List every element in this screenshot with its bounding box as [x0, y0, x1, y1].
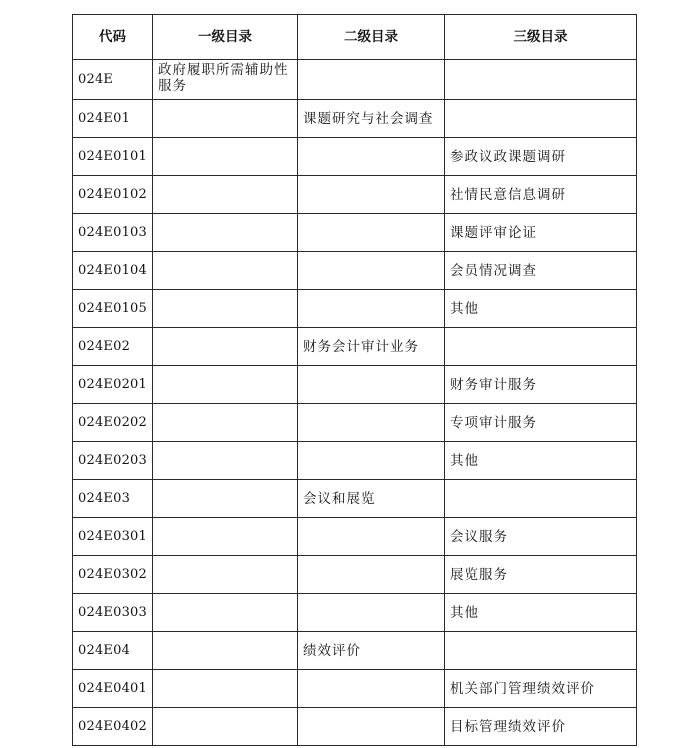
- cell-level2: 课题研究与社会调查: [298, 100, 445, 138]
- cell-level3: 财务审计服务: [445, 366, 637, 404]
- header-level1: 一级目录: [153, 15, 298, 60]
- cell-level3: 机关部门管理绩效评价: [445, 670, 637, 708]
- cell-code: 024E0302: [73, 556, 153, 594]
- cell-level1: [153, 366, 298, 404]
- cell-level3: [445, 632, 637, 670]
- cell-level1: [153, 594, 298, 632]
- table-row: [73, 138, 637, 176]
- cell-level3: [445, 480, 637, 518]
- cell-code: 024E0203: [73, 442, 153, 480]
- cell-level1: [153, 252, 298, 290]
- cell-level1: [153, 708, 298, 746]
- table-row: [73, 556, 637, 594]
- table-row: [73, 252, 637, 290]
- cell-code: 024E0103: [73, 214, 153, 252]
- cell-code: 024E0202: [73, 404, 153, 442]
- cell-level2: [298, 442, 445, 480]
- header-code: 代码: [73, 15, 153, 60]
- cell-level3: 目标管理绩效评价: [445, 708, 637, 746]
- cell-level2: [298, 214, 445, 252]
- cell-code: 024E02: [73, 328, 153, 366]
- cell-code: 024E0101: [73, 138, 153, 176]
- cell-code: 024E0104: [73, 252, 153, 290]
- header-row: [73, 15, 637, 60]
- cell-level2: [298, 670, 445, 708]
- cell-code: 024E0201: [73, 366, 153, 404]
- table-row: [73, 100, 637, 138]
- cell-level2: [298, 518, 445, 556]
- cell-level2: [298, 60, 445, 100]
- cell-level3: 其他: [445, 442, 637, 480]
- cell-level1: 政府履职所需辅助性服务: [153, 60, 298, 100]
- cell-level1: [153, 518, 298, 556]
- cell-level3: 课题评审论证: [445, 214, 637, 252]
- cell-level1: [153, 556, 298, 594]
- cell-level3: 专项审计服务: [445, 404, 637, 442]
- cell-code: 024E03: [73, 480, 153, 518]
- cell-level3: 其他: [445, 290, 637, 328]
- cell-level3: [445, 328, 637, 366]
- table-row: [73, 480, 637, 518]
- table-row: [73, 670, 637, 708]
- cell-level2: [298, 404, 445, 442]
- cell-level3: 参政议政课题调研: [445, 138, 637, 176]
- header-level2: 二级目录: [298, 15, 445, 60]
- cell-level3: 展览服务: [445, 556, 637, 594]
- cell-level2: [298, 138, 445, 176]
- cell-level1: [153, 328, 298, 366]
- table-row: [73, 328, 637, 366]
- cell-level1: [153, 290, 298, 328]
- cell-level1: [153, 176, 298, 214]
- cell-code: 024E: [73, 60, 153, 100]
- cell-level2: [298, 366, 445, 404]
- cell-level1: [153, 632, 298, 670]
- cell-level2: 绩效评价: [298, 632, 445, 670]
- table-row: [73, 594, 637, 632]
- cell-level2: [298, 252, 445, 290]
- cell-level3: [445, 100, 637, 138]
- cell-level1: [153, 442, 298, 480]
- cell-level2: [298, 594, 445, 632]
- cell-level3: 会议服务: [445, 518, 637, 556]
- cell-level2: [298, 708, 445, 746]
- cell-code: 024E04: [73, 632, 153, 670]
- cell-code: 024E01: [73, 100, 153, 138]
- cell-level1: [153, 100, 298, 138]
- cell-level1: [153, 480, 298, 518]
- cell-level2: [298, 290, 445, 328]
- cell-code: 024E0402: [73, 708, 153, 746]
- table-row: [73, 214, 637, 252]
- header-level3: 三级目录: [445, 15, 637, 60]
- cell-code: 024E0303: [73, 594, 153, 632]
- cell-code: 024E0102: [73, 176, 153, 214]
- table-row: [73, 60, 637, 100]
- cell-level3: [445, 60, 637, 100]
- table-row: [73, 176, 637, 214]
- cell-level2: 财务会计审计业务: [298, 328, 445, 366]
- table-row: [73, 518, 637, 556]
- cell-level3: 会员情况调查: [445, 252, 637, 290]
- cell-code: 024E0401: [73, 670, 153, 708]
- cell-level1: [153, 670, 298, 708]
- table-row: [73, 290, 637, 328]
- cell-level1: [153, 138, 298, 176]
- cell-level1: [153, 404, 298, 442]
- cell-level3: 其他: [445, 594, 637, 632]
- cell-level1: [153, 214, 298, 252]
- cell-level2: 会议和展览: [298, 480, 445, 518]
- table-row: [73, 632, 637, 670]
- table-row: [73, 708, 637, 746]
- table-row: [73, 366, 637, 404]
- cell-level2: [298, 176, 445, 214]
- cell-level2: [298, 556, 445, 594]
- catalog-table: [72, 14, 637, 746]
- cell-code: 024E0105: [73, 290, 153, 328]
- cell-code: 024E0301: [73, 518, 153, 556]
- table-row: [73, 404, 637, 442]
- table-row: [73, 442, 637, 480]
- cell-level3: 社情民意信息调研: [445, 176, 637, 214]
